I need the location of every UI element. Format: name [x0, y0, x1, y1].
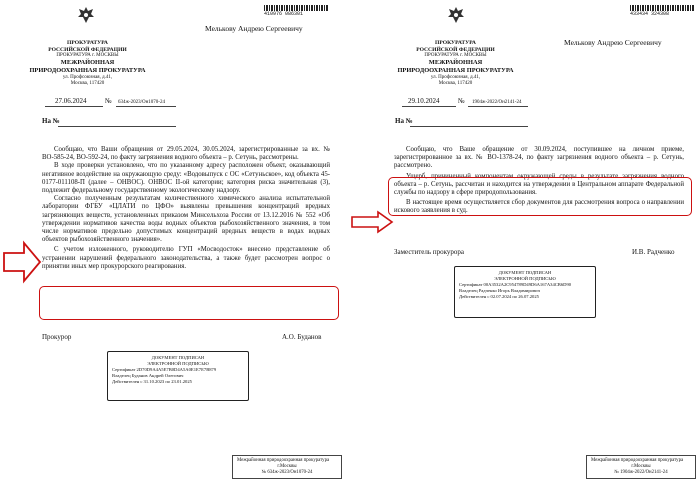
eagle-emblem-icon	[446, 5, 466, 25]
reply-underline	[410, 126, 528, 127]
date-underline	[45, 106, 103, 107]
e-signature-stamp: ДОКУМЕНТ ПОДПИСАН ЭЛЕКТРОННОЙ ПОДПИСЬЮ Сертификат 2D70D9A4A5E7B0D4A5A0E1E7E7B879 Владелец Буданов Андрей Олегович Действителен с 31.10.2023 по 23.01.2025	[107, 351, 249, 401]
recipient: Мелькову Андрею Сергеевичу	[564, 38, 662, 47]
number-label: №	[458, 97, 465, 105]
highlight-box	[388, 177, 692, 216]
footer-reg-box: Межрайонная природоохранная прокуратура г.Москвы № 634ж-2023/Он1070-24	[232, 455, 342, 479]
reply-underline	[58, 126, 176, 127]
reply-to-label: На №	[42, 117, 60, 125]
arrow-right-icon	[2, 240, 42, 284]
letter-body: Сообщаю, что Ваше обращение от 30.09.2024, поступившее на личном приеме, зарегистрированное за вх. № ВО-1378-24, по факту загрязнения водного объекта – р. Сетунь, рассмотрено. Ущерб, причиненный компонентам окружающей среды в результате загрязнения водного объекта – р. Сетунь, рассчитан и находится на утверждении в Центральном аппарате Федеральной службы по надзору в сфере природопользования. В настоящее время осуществляется сбор документов для рассмотрения вопроса о направлении искового заявления в суд.	[394, 146, 684, 215]
e-signature-stamp: ДОКУМЕНТ ПОДПИСАН ЭЛЕКТРОННОЙ ПОДПИСЬЮ Сертификат 00A3532A2C954789D49D6A167A34CB6D90 Владелец Радченко Игорь Владимирович Действителен с 02.07.2024 по 26.07.2025	[454, 266, 596, 318]
eagle-emblem-icon	[76, 5, 96, 25]
footer-reg-box: Межрайонная природоохранная прокуратура г.Москвы № 1904ж-2022/Он2141-24	[586, 455, 696, 479]
number-underline	[468, 106, 528, 107]
office-header: ПРОКУРАТУРА РОССИЙСКОЙ ФЕДЕРАЦИИ ПРОКУРАТУРА г. МОСКВЫ МЕЖРАЙОННАЯ ПРИРОДООХРАННАЯ ПРОКУРАТУРА ул. Профсоюзная, д.41, Москва, 117420	[397, 40, 514, 87]
date-underline	[402, 106, 456, 107]
reg-number: 1904ж-2022/Он2141-24	[472, 100, 522, 105]
reg-number: 634ж-2023/Он1070-24	[118, 100, 165, 105]
arrow-right-icon	[350, 210, 394, 234]
letter-body: Сообщаю, что Ваши обращения от 29.05.2024, 30.05.2024, зарегистрированные за вх. № ВО-585-24, ВО-592-24, по факту загрязнения водного объекта – р. Сетунь, рассмотрены. В ходе проверки установлено, что по указанному адресу расположен объект, оказывающий негативное воздействие на окружающую среду: «Водовыпуск с ОС «Сетуньское», код объекта 45-0177-011108-П (далее – ОНВОС). ОНВОС II-ой категории; категория риска значительная (3), подлежит федеральному государственному экологическому надзору. Согласно полученным результатам количественного химического анализа испытательной лаборатории ФГБУ «ЦЛАТИ по ЦФО» выявлены превышения концентраций вредных загрязняющих веществ, установленных приказом Минсельхоза России от 13.12.2016 № 552 «Об утверждении нормативов качества воды водных объектов рыбохозяйственного значения, в том числе нормативов предельно допустимых концентраций вредных веществ в водах водных объектов рыбохозяйственного значения». С учетом изложенного, руководителю ГУП «Мосводосток» внесено представление об устранении нарушений федерального законодательства, а также будет рассмотрен вопрос о принятии иных мер прокурорского реагирования.	[42, 146, 330, 270]
letter-date: 29.10.2024	[408, 97, 440, 105]
signer-title: Прокурор	[42, 333, 72, 341]
letter-date: 27.06.2024	[55, 97, 87, 105]
right-letter	[350, 0, 700, 495]
number-underline	[116, 106, 176, 107]
highlight-box	[39, 286, 339, 320]
signer-name: И.В. Радченко	[632, 248, 675, 256]
barcode: 433434 324308	[630, 5, 694, 17]
office-header: ПРОКУРАТУРА РОССИЙСКОЙ ФЕДЕРАЦИИ ПРОКУРАТУРА г. МОСКВЫ МЕЖРАЙОННАЯ ПРИРОДООХРАННАЯ ПРОКУРАТУРА ул. Профсоюзная, д.41, Москва, 117420	[29, 40, 146, 87]
reply-to-label: На №	[395, 117, 413, 125]
signer-title: Заместитель прокурора	[394, 248, 464, 256]
barcode: 410976 086301	[264, 5, 328, 17]
signer-name: А.О. Буданов	[282, 333, 322, 341]
number-label: №	[105, 97, 112, 105]
recipient: Мелькову Андрею Сергеевичу	[205, 24, 303, 33]
